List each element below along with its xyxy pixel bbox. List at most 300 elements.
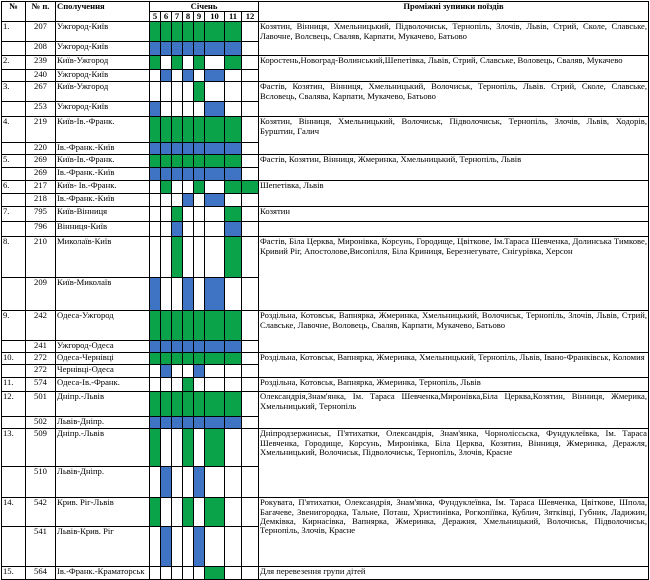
row-number: 7.: [2, 207, 26, 222]
intermediate-stops: Дніпродзержинськ, П'ятихатки, Олександрія, Знам'янка, Чорноліссьска, Фундуклеївка, Ім. Тараса Шевченка, Городище, Корсунь, Миронівка, Біла Церква, Козятин, Вінниця, Жмеринка, Деражля, Хмельницький, Волочиськ, Підволочиськ, Тернопіль, Злочів, Красне: [259, 429, 649, 498]
day-cell-12-empty: [242, 417, 259, 429]
day-cell-10-empty: [205, 207, 225, 222]
day-cell-9-green: [194, 22, 205, 42]
row-number: 3.: [2, 82, 26, 102]
day-cell-7-green: [172, 207, 183, 222]
day-cell-7-green: [172, 56, 183, 70]
day-cell-7-empty: [172, 70, 183, 82]
route-name: Вінниця-Київ: [56, 222, 150, 237]
day-cell-7-green: [172, 155, 183, 168]
day-cell-6-blue: [161, 417, 172, 429]
day-cell-8-empty: [183, 222, 194, 237]
intermediate-stops: Роздільна, Котовськ, Вапнярка, Жмеринка, Хмельницький, Волочиськ, Тернопіль, Злочів, Львів, Стрий, Славське, Лавочне, Воловець, Сваляв, Карпати, Мукачево, Батьово: [259, 311, 649, 353]
train-number: 272: [26, 365, 56, 378]
day-cell-11-blue: [225, 42, 242, 56]
day-cell-12-empty: [242, 365, 259, 378]
day-cell-11-empty: [225, 194, 242, 207]
day-cell-11-green: [225, 56, 242, 70]
table-row: [2, 117, 649, 143]
train-number: 541: [26, 527, 56, 567]
day-cell-5-empty: [150, 194, 161, 207]
intermediate-stops: Рокувата, П'ятихатки, Олександрія, Знам'янка, Фундуклеївка, Ім. Тараса Шевченка, Цвіткове, Шпола, Багачеве, Звенигородка, Тальне, Поташ, Христинівка, Рогкопіївка, Кублич, Зятківці, Губник, Ладижин, Демківка, Кирнасівка, Вапнярка, Жмеринка, Деражня, Хмельницький, Волочиськ, Підволочиськ, Тернопіль, Злочів, Красне: [259, 498, 649, 567]
intermediate-stops: [259, 222, 649, 237]
intermediate-stops: Роздільна, Котовськ, Вапнярка, Жмеринка, Тернопіль, Львів: [259, 378, 649, 392]
day-cell-10-green: [205, 311, 225, 341]
day-cell-5-empty: [150, 70, 161, 82]
row-number: [2, 70, 26, 82]
day-cell-10-empty: [205, 365, 225, 378]
day-cell-8-empty: [183, 527, 194, 567]
table-row: [2, 429, 649, 467]
day-cell-11-empty: [225, 567, 242, 580]
day-cell-7-blue: [172, 417, 183, 429]
day-cell-6-green: [161, 155, 172, 168]
intermediate-stops: Козятин: [259, 207, 649, 222]
day-cell-9-empty: [194, 70, 205, 82]
day-cell-10-blue: [205, 70, 225, 82]
day-cell-12-empty: [242, 527, 259, 567]
day-cell-9-blue: [194, 341, 205, 353]
day-cell-11-empty: [225, 527, 242, 567]
route-name: Київ-Ів.-Франк.: [56, 117, 150, 143]
day-cell-12-empty: [242, 311, 259, 341]
route-name: Львів-Дніпр.: [56, 467, 150, 498]
day-cell-7-empty: [172, 429, 183, 467]
day-cell-8-empty: [183, 56, 194, 70]
train-number: 240: [26, 70, 56, 82]
table-row: [2, 378, 649, 392]
train-number: 267: [26, 82, 56, 102]
intermediate-stops: Фастів, Козятин, Вінниця, Жмеринка, Хмельницький, Тернопіль, Львів: [259, 155, 649, 181]
table-row: [2, 82, 649, 102]
train-number: 501: [26, 392, 56, 417]
day-cell-6-blue: [161, 341, 172, 353]
day-cell-5-green: [150, 22, 161, 42]
day-cell-10-green: [205, 22, 225, 42]
day-cell-12-empty: [242, 341, 259, 353]
day-cell-5-green: [150, 429, 161, 467]
day-cell-12-empty: [242, 70, 259, 82]
table-row: [2, 392, 649, 417]
day-cell-8-empty: [183, 102, 194, 117]
day-cell-12-empty: [242, 168, 259, 181]
day-cell-10-green: [205, 567, 225, 580]
row-number: 6.: [2, 181, 26, 194]
day-cell-6-blue: [161, 365, 172, 378]
header-day-11: 11: [225, 12, 242, 22]
day-cell-8-green: [183, 392, 194, 417]
day-cell-9-blue: [194, 143, 205, 155]
day-cell-5-empty: [150, 467, 161, 498]
train-number: 218: [26, 194, 56, 207]
train-number: 574: [26, 378, 56, 392]
row-number: 11.: [2, 378, 26, 392]
day-cell-12-empty: [242, 117, 259, 143]
day-cell-7-green: [172, 237, 183, 278]
day-cell-8-green: [183, 353, 194, 365]
schedule-body: [2, 22, 649, 580]
day-cell-9-blue: [194, 42, 205, 56]
train-schedule-table: [1, 1, 649, 580]
day-cell-12-empty: [242, 467, 259, 498]
day-cell-8-green: [183, 498, 194, 527]
day-cell-8-green: [183, 117, 194, 143]
day-cell-6-empty: [161, 278, 172, 311]
day-cell-11-empty: [225, 278, 242, 311]
route-name: Чернівці-Одеса: [56, 365, 150, 378]
route-name: Київ-Ів.-Франк.: [56, 155, 150, 168]
day-cell-5-empty: [150, 567, 161, 580]
intermediate-stops: Коростень,Новоград-Волинський,Шепетівка, Львів, Стрий, Славське, Воловець, Сваляв, Мукачево: [259, 56, 649, 82]
intermediate-stops: Роздільна, Котовськ, Вапнярка, Жмеринка, Хмельницький, Тернопіль, Львів, Івано-Франківськ, Коломия: [259, 353, 649, 378]
day-cell-9-empty: [194, 429, 205, 467]
day-cell-10-blue: [205, 278, 225, 311]
day-cell-6-green: [161, 353, 172, 365]
route-name: Миколаїв-Київ: [56, 237, 150, 278]
day-cell-8-blue: [183, 341, 194, 353]
header-month: Січень: [150, 2, 259, 12]
day-cell-12-empty: [242, 222, 259, 237]
row-number: [2, 278, 26, 311]
day-cell-9-green: [194, 311, 205, 341]
intermediate-stops: Козятин, Вінниця, Хмельницький, Волочиськ, Підволочиськ, Тернопіль, Злочів, Львів, Ходорів, Бурштин, Галич: [259, 117, 649, 155]
train-number: 217: [26, 181, 56, 194]
day-cell-12-empty: [242, 498, 259, 527]
day-cell-10-green: [205, 498, 225, 527]
day-cell-6-empty: [161, 429, 172, 467]
day-cell-10-blue: [205, 42, 225, 56]
day-cell-12-empty: [242, 42, 259, 56]
day-cell-12-empty: [242, 353, 259, 365]
day-cell-8-green: [183, 378, 194, 392]
day-cell-10-empty: [205, 378, 225, 392]
day-cell-10-empty: [205, 527, 225, 567]
train-number: 241: [26, 341, 56, 353]
day-cell-11-green: [225, 155, 242, 168]
day-cell-10-empty: [205, 222, 225, 237]
route-name: Львів-Дніпр.: [56, 417, 150, 429]
day-cell-7-blue: [172, 222, 183, 237]
train-number: 239: [26, 56, 56, 70]
day-cell-11-empty: [225, 102, 242, 117]
row-number: 5.: [2, 155, 26, 168]
intermediate-stops: Олександрія,Знам'янка, Ім. Тараса Шевченка,Миронівка,Біла Церква,Козятин, Вінниця, Жмерика, Хмельницький, Тернопіль: [259, 392, 649, 429]
day-cell-5-empty: [150, 378, 161, 392]
day-cell-6-blue: [161, 70, 172, 82]
day-cell-11-empty: [225, 429, 242, 467]
day-cell-9-blue: [194, 365, 205, 378]
row-number: [2, 143, 26, 155]
route-name: Львів-Крив. Ріг: [56, 527, 150, 567]
day-cell-7-empty: [172, 498, 183, 527]
day-cell-11-blue: [225, 341, 242, 353]
route-name: Київ-Миколаїв: [56, 278, 150, 311]
day-cell-10-green: [205, 429, 225, 467]
day-cell-11-blue: [225, 417, 242, 429]
day-cell-9-empty: [194, 278, 205, 311]
day-cell-6-empty: [161, 56, 172, 70]
day-cell-8-empty: [183, 82, 194, 102]
row-number: 12.: [2, 392, 26, 417]
day-cell-11-empty: [225, 365, 242, 378]
intermediate-stops: Шепетівка, Львів: [259, 181, 649, 207]
day-cell-5-green: [150, 56, 161, 70]
day-cell-6-blue: [161, 168, 172, 181]
table-row: [2, 353, 649, 365]
train-number: 796: [26, 222, 56, 237]
day-cell-12-empty: [242, 194, 259, 207]
day-cell-7-green: [172, 22, 183, 42]
day-cell-8-empty: [183, 207, 194, 222]
day-cell-9-empty: [194, 102, 205, 117]
day-cell-12-empty: [242, 82, 259, 102]
day-cell-7-empty: [172, 181, 183, 194]
day-cell-6-empty: [161, 378, 172, 392]
day-cell-7-empty: [172, 102, 183, 117]
row-number: [2, 102, 26, 117]
header-route: Сполучення: [56, 2, 150, 22]
table-row: [2, 311, 649, 341]
day-cell-9-blue: [194, 527, 205, 567]
row-number: 2.: [2, 56, 26, 70]
day-cell-11-green: [225, 311, 242, 341]
route-name: Ів.-Франк.-Київ: [56, 168, 150, 181]
day-cell-5-green: [150, 117, 161, 143]
row-number: 9.: [2, 311, 26, 341]
day-cell-9-empty: [194, 222, 205, 237]
day-cell-8-empty: [183, 181, 194, 194]
day-cell-9-green: [194, 155, 205, 168]
row-number: [2, 222, 26, 237]
day-cell-8-empty: [183, 365, 194, 378]
day-cell-10-empty: [205, 467, 225, 498]
day-cell-8-green: [183, 155, 194, 168]
day-cell-10-blue: [205, 102, 225, 117]
day-cell-5-green: [150, 353, 161, 365]
day-cell-12-empty: [242, 278, 259, 311]
day-cell-6-empty: [161, 567, 172, 580]
day-cell-8-blue: [183, 417, 194, 429]
day-cell-6-empty: [161, 498, 172, 527]
day-cell-5-empty: [150, 365, 161, 378]
table-row: [2, 222, 649, 237]
day-cell-5-blue: [150, 278, 161, 311]
route-name: Ів.-Франк.-Краматорськ: [56, 567, 150, 580]
day-cell-6-empty: [161, 207, 172, 222]
day-cell-9-blue: [194, 168, 205, 181]
train-number: 502: [26, 417, 56, 429]
day-cell-5-blue: [150, 168, 161, 181]
day-cell-6-blue: [161, 527, 172, 567]
header-day-6: 6: [161, 12, 172, 22]
route-name: Дніпр.-Львів: [56, 429, 150, 467]
day-cell-10-empty: [205, 181, 225, 194]
day-cell-8-empty: [183, 237, 194, 278]
train-number: 220: [26, 143, 56, 155]
train-number: 269: [26, 168, 56, 181]
row-number: [2, 365, 26, 378]
row-number: [2, 194, 26, 207]
day-cell-7-blue: [172, 168, 183, 181]
day-cell-12-empty: [242, 102, 259, 117]
day-cell-9-green: [194, 56, 205, 70]
day-cell-11-green: [225, 353, 242, 365]
day-cell-11-green: [225, 22, 242, 42]
header-day-12: 12: [242, 12, 259, 22]
day-cell-9-green: [194, 82, 205, 102]
day-cell-9-blue: [194, 417, 205, 429]
day-cell-7-empty: [172, 365, 183, 378]
day-cell-5-blue: [150, 417, 161, 429]
day-cell-11-green: [225, 117, 242, 143]
day-cell-6-empty: [161, 194, 172, 207]
table-row: [2, 207, 649, 222]
day-cell-11-empty: [225, 378, 242, 392]
intermediate-stops: Фастів, Біла Церква, Миронівка, Корсунь, Городище, Цвіткове, Ім.Тараса Шевченка, Долинська Тимкове, Кривий Ріг, Апостолове,Висопілля, Біла Криниця, Березнегувате, Снігурівка, Херсон: [259, 237, 649, 311]
day-cell-5-blue: [150, 341, 161, 353]
table-row: [2, 56, 649, 70]
day-cell-11-green: [225, 237, 242, 278]
day-cell-5-empty: [150, 207, 161, 222]
train-number: 795: [26, 207, 56, 222]
train-number: 542: [26, 498, 56, 527]
route-name: Одеса-Чернівці: [56, 353, 150, 365]
day-cell-6-empty: [161, 102, 172, 117]
header-day-9: 9: [194, 12, 205, 22]
route-name: Одеса-Ів.-Франк.: [56, 378, 150, 392]
day-cell-8-green: [183, 311, 194, 341]
table-row: [2, 181, 649, 194]
day-cell-7-empty: [172, 378, 183, 392]
day-cell-5-empty: [150, 181, 161, 194]
train-number: 209: [26, 278, 56, 311]
day-cell-11-green: [225, 392, 242, 417]
day-cell-8-empty: [183, 467, 194, 498]
day-cell-5-blue: [150, 42, 161, 56]
row-number: [2, 42, 26, 56]
row-number: 8.: [2, 237, 26, 278]
day-cell-6-empty: [161, 237, 172, 278]
header-row: [2, 2, 649, 12]
route-name: Одеса-Ужгород: [56, 311, 150, 341]
route-name: Крив. Ріг-Львів: [56, 498, 150, 527]
day-cell-5-empty: [150, 82, 161, 102]
intermediate-stops: Козятин, Вінниця, Хмельницький, Підволочиськ, Тернопіль, Злочів, Львів, Стрий, Сколе, Славське, Лавочне, Волсвець, Сваляв, Карпати, Мукачево, Батьово: [259, 22, 649, 56]
day-cell-5-empty: [150, 237, 161, 278]
day-cell-5-empty: [150, 222, 161, 237]
day-cell-7-blue: [172, 341, 183, 353]
route-name: Ів.-Франк.-Київ: [56, 143, 150, 155]
day-cell-8-green: [183, 429, 194, 467]
day-cell-7-green: [172, 311, 183, 341]
intermediate-stops: Для перевезення групи дітей: [259, 567, 649, 580]
route-name: Ужгород-Одеса: [56, 341, 150, 353]
row-number: [2, 168, 26, 181]
table-row: [2, 22, 649, 42]
header-train-number: № п.: [26, 2, 56, 22]
day-cell-9-green: [194, 353, 205, 365]
day-cell-11-blue: [225, 143, 242, 155]
day-cell-6-blue: [161, 143, 172, 155]
day-cell-12-empty: [242, 22, 259, 42]
day-cell-11-empty: [225, 498, 242, 527]
day-cell-12-empty: [242, 56, 259, 70]
day-cell-7-empty: [172, 278, 183, 311]
train-number: 510: [26, 467, 56, 498]
train-number: 564: [26, 567, 56, 580]
route-name: Ужгород-Київ: [56, 22, 150, 42]
day-cell-9-green: [194, 181, 205, 194]
day-cell-10-green: [205, 117, 225, 143]
train-number: 269: [26, 155, 56, 168]
row-number: 4.: [2, 117, 26, 143]
day-cell-6-empty: [161, 222, 172, 237]
day-cell-7-green: [172, 117, 183, 143]
table-row: [2, 567, 649, 580]
day-cell-8-blue: [183, 42, 194, 56]
day-cell-11-blue: [225, 222, 242, 237]
row-number: 15.: [2, 567, 26, 580]
header-day-8: 8: [183, 12, 194, 22]
day-cell-9-empty: [194, 207, 205, 222]
row-number: 14.: [2, 498, 26, 527]
row-number: [2, 527, 26, 567]
day-cell-12-empty: [242, 378, 259, 392]
day-cell-8-blue: [183, 143, 194, 155]
day-cell-10-green: [205, 353, 225, 365]
train-number: 207: [26, 22, 56, 42]
day-cell-5-green: [150, 498, 161, 527]
day-cell-10-empty: [205, 237, 225, 278]
day-cell-10-green: [205, 155, 225, 168]
day-cell-10-blue: [205, 194, 225, 207]
day-cell-9-empty: [194, 567, 205, 580]
day-cell-6-green: [161, 22, 172, 42]
day-cell-10-green: [205, 392, 225, 417]
day-cell-12-empty: [242, 392, 259, 417]
row-number: 1.: [2, 22, 26, 42]
day-cell-9-green: [194, 117, 205, 143]
train-number: 272: [26, 353, 56, 365]
day-cell-6-green: [161, 117, 172, 143]
day-cell-5-empty: [150, 527, 161, 567]
day-cell-10-empty: [205, 56, 225, 70]
train-number: 208: [26, 42, 56, 56]
row-number: [2, 341, 26, 353]
route-name: Ів.-Франк.-Київ: [56, 194, 150, 207]
day-cell-12-empty: [242, 237, 259, 278]
day-cell-11-empty: [225, 467, 242, 498]
table-row: [2, 237, 649, 278]
day-cell-11-green: [225, 207, 242, 222]
day-cell-9-empty: [194, 194, 205, 207]
day-cell-7-empty: [172, 82, 183, 102]
row-number: [2, 417, 26, 429]
day-cell-7-empty: [172, 567, 183, 580]
day-cell-6-green: [161, 392, 172, 417]
row-number: 10.: [2, 353, 26, 365]
day-cell-11-blue: [225, 168, 242, 181]
day-cell-6-green: [161, 181, 172, 194]
day-cell-8-blue: [183, 70, 194, 82]
day-cell-12-empty: [242, 155, 259, 168]
train-number: 242: [26, 311, 56, 341]
day-cell-8-green: [183, 22, 194, 42]
day-cell-11-empty: [225, 70, 242, 82]
route-name: Київ-Вінниця: [56, 207, 150, 222]
day-cell-10-blue: [205, 417, 225, 429]
day-cell-8-empty: [183, 567, 194, 580]
